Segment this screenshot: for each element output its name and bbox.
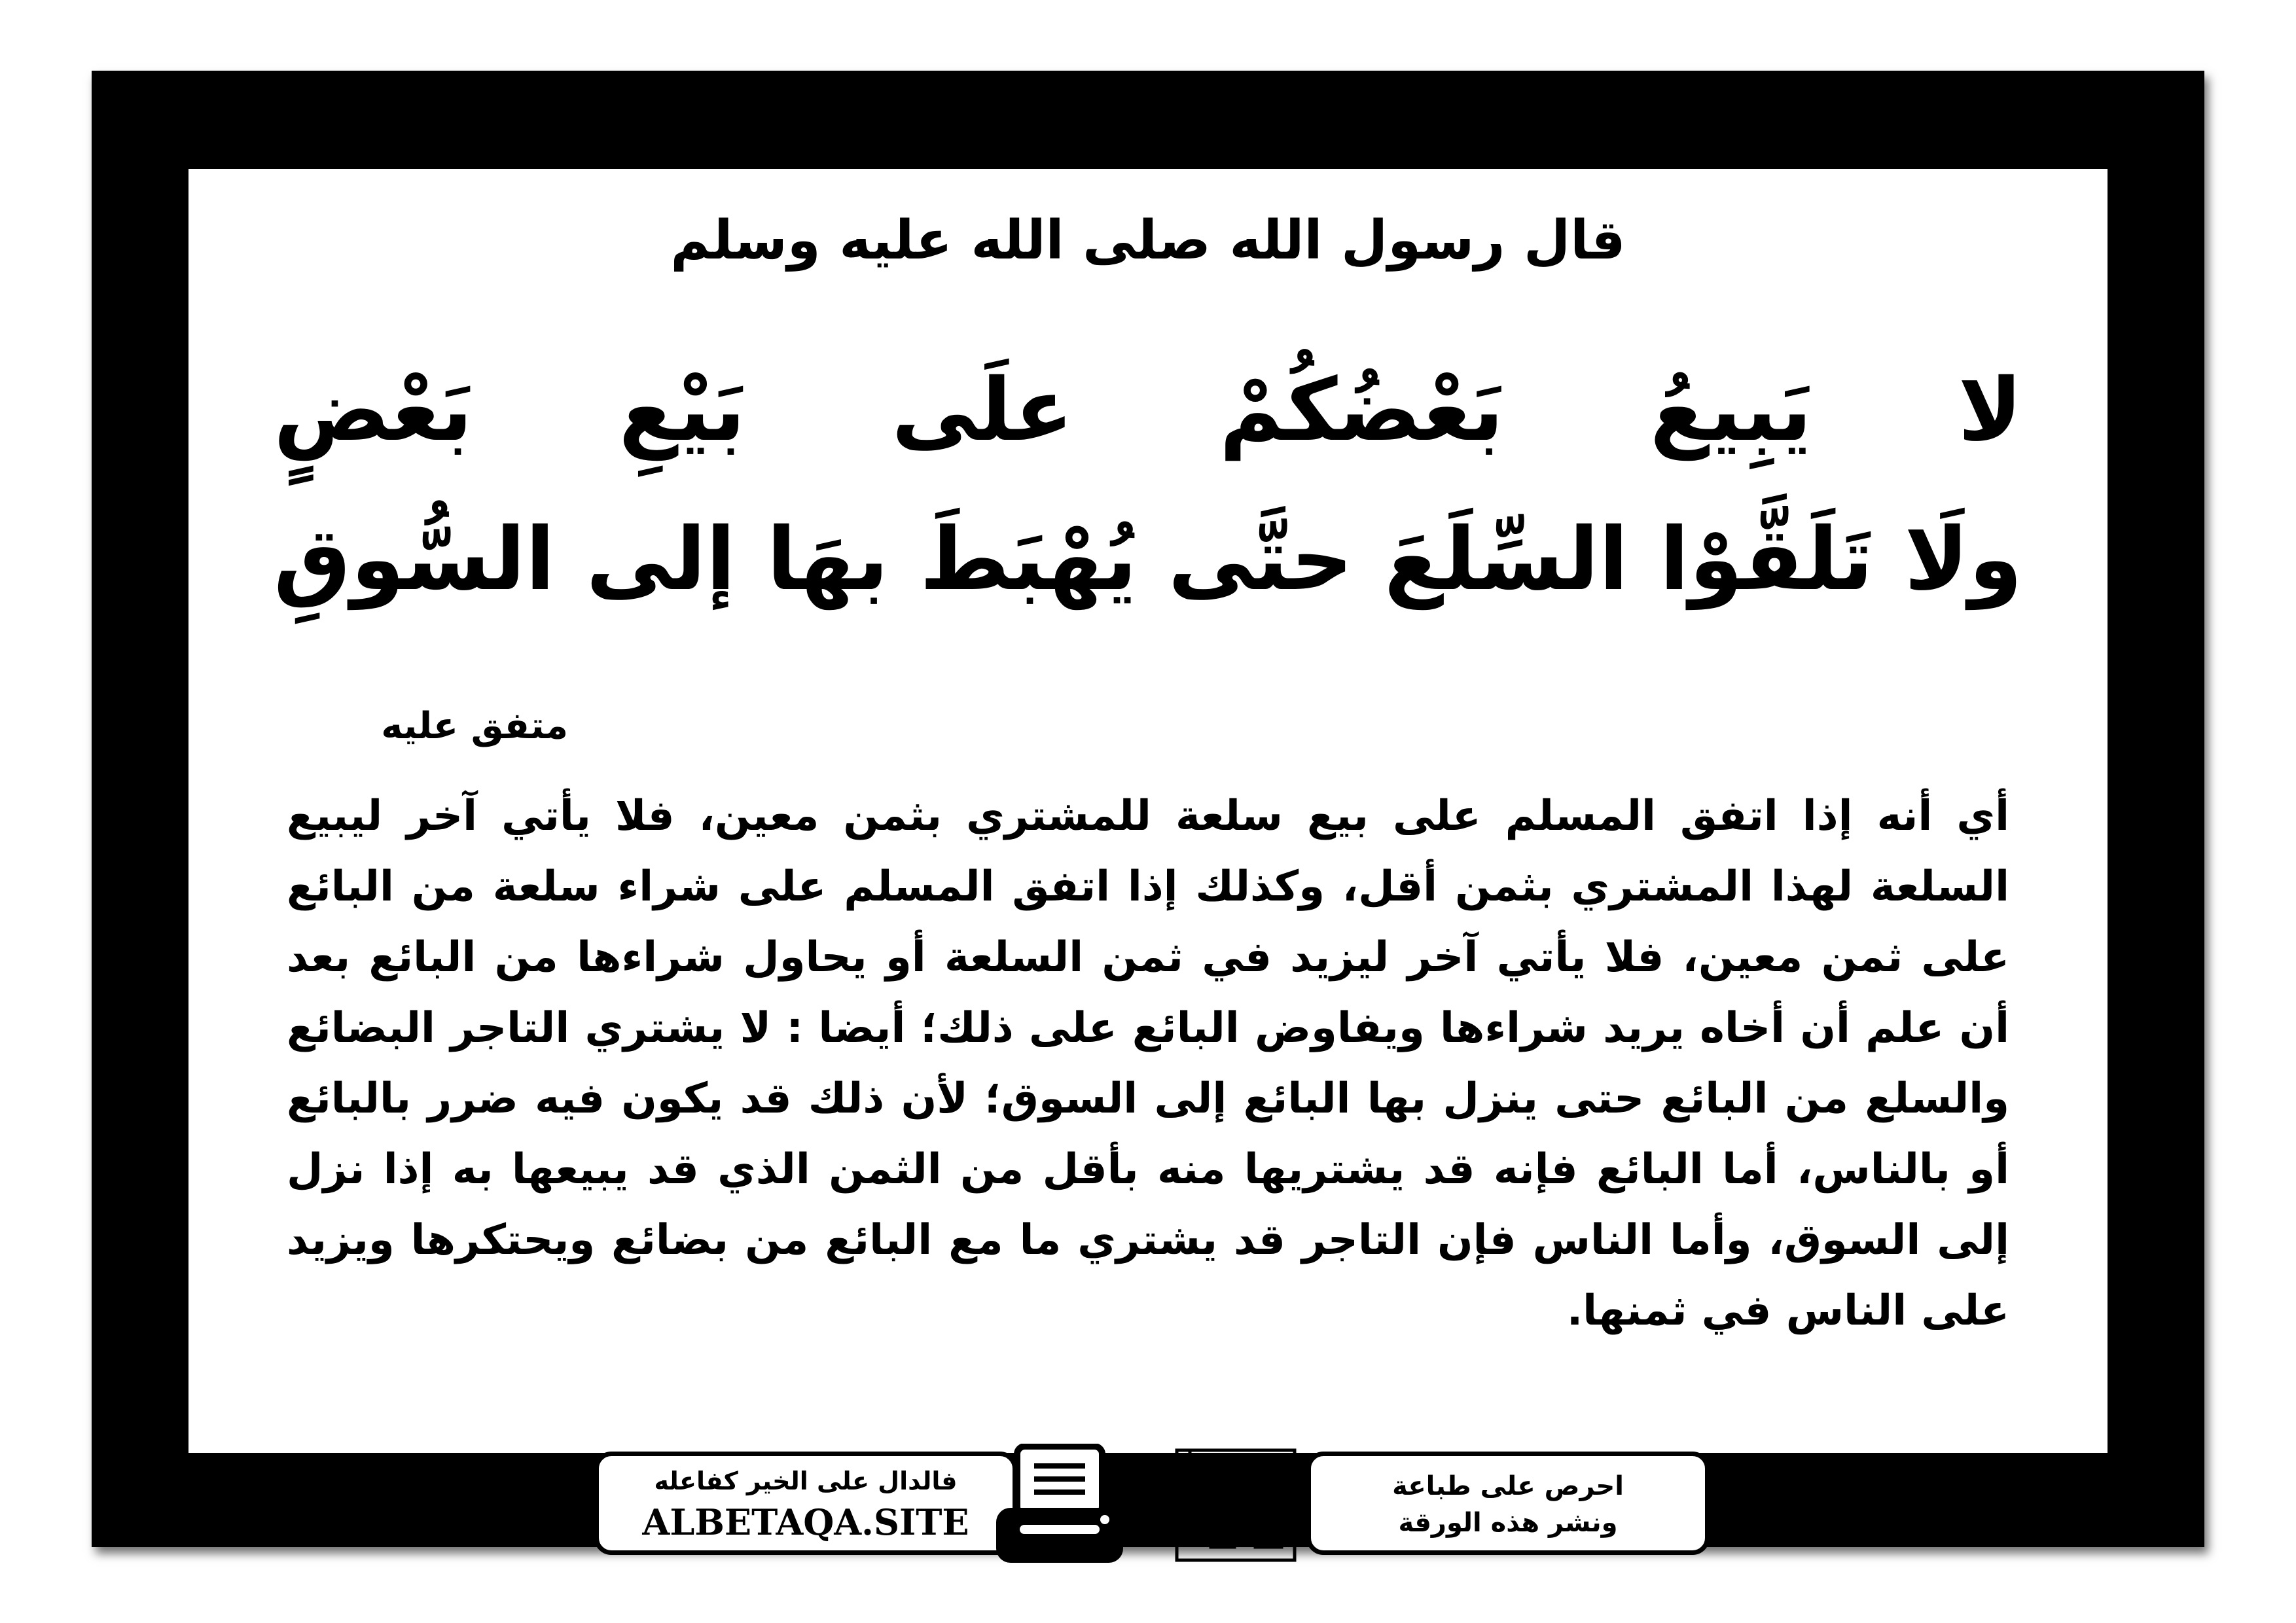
intro-heading: قال رسول الله صلى الله عليه وسلم: [670, 209, 1626, 272]
hadith-line-2: ولَا تَلَقَّوْا السِّلَعَ حتَّى يُهْبَطَ بهَا إلى السُّوقِ: [274, 509, 2022, 610]
print-reminder-box: [1306, 1452, 1710, 1555]
print-reminder-line-1: احرص على طباعة: [1392, 1471, 1624, 1501]
website-box: [594, 1452, 1017, 1555]
website-link[interactable]: ALBETAQA.SITE: [642, 1501, 969, 1543]
printer-icon: [994, 1444, 1126, 1565]
explanation-paragraph: أي أنه إذا اتفق المسلم على بيع سلعة للمشتري بثمن معين، فلا يأتي آخر ليبيع السلعة لهذا المشتري بثمن أقل، وكذلك إذا اتفق المسلم على شراء سلعة من البائع على ثمن معين، فلا يأتي آخر ليزيد في ثمن السلعة أو يحاول شراءها من البائع بعد أن علم أن أخاه يريد شراءها ويفاوض البائع على ذلك؛ أيضا : لا يشتري التاجر البضائع والسلع من البائع حتى ينزل بها البائع إلى السوق؛ لأن ذلك قد يكون فيه ضرر بالبائع أو بالناس، أما البائع فإنه قد يشتريها منه بأقل من الثمن الذي قد يبيعها به إذا نزل إلى السوق، وأما الناس فإن التاجر قد يشتري ما مع البائع من بضائع ويحتكرها ويزيد على الناس في ثمنها.: [287, 792, 2009, 1335]
hadith-text: [274, 336, 2022, 634]
hadith-source: متفق عليه: [381, 705, 568, 747]
print-reminder-line-2: ونشر هذه الورقة: [1398, 1508, 1618, 1538]
dawah-logo: [1172, 1445, 1300, 1565]
hadith-line-1: لا يَبِيعُ بَعْضُكُمْ علَى بَيْعِ بَعْضٍ: [274, 360, 2022, 461]
footer-slogan: فالدال على الخير كفاعله: [654, 1467, 958, 1495]
content-panel: [188, 169, 2108, 1453]
